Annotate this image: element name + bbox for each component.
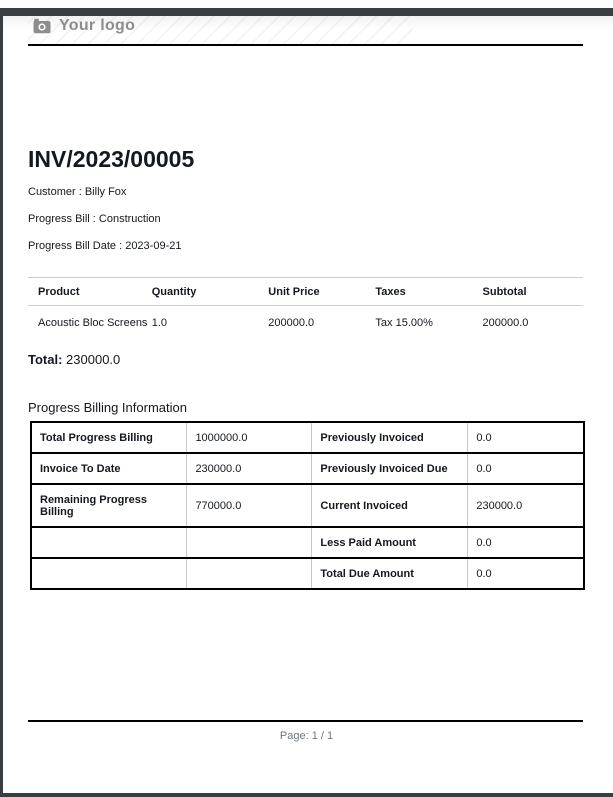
pb-label-cell: Previously Invoiced Due <box>312 453 468 484</box>
pb-empty-cell <box>31 527 187 558</box>
pb-value-cell: 0.0 <box>468 453 584 484</box>
pb-label-cell: Total Due Amount <box>312 558 468 589</box>
progress-bill-date-line: Progress Bill Date : 2023-09-21 <box>28 240 182 252</box>
pb-label-cell: Less Paid Amount <box>312 527 468 558</box>
pb-value-cell: 0.0 <box>468 558 584 589</box>
pb-value-cell: 230000.0 <box>468 484 584 527</box>
table-row <box>28 306 583 339</box>
col-header-taxes: Taxes <box>375 286 406 298</box>
pb-label-cell: Current Invoiced <box>312 484 468 527</box>
cell-subtotal: 200000.0 <box>482 317 529 329</box>
progress-billing-section-title: Progress Billing Information <box>28 400 187 415</box>
pb-value-cell: 1000000.0 <box>187 422 312 453</box>
table-row <box>31 453 584 484</box>
footer-divider <box>28 720 583 722</box>
window-edge-top <box>0 8 613 16</box>
pb-value-cell: 230000.0 <box>187 453 312 484</box>
header-divider <box>28 44 583 46</box>
table-row <box>31 484 584 527</box>
pb-label-cell: Invoice To Date <box>40 463 121 475</box>
page-number: Page: 1 / 1 <box>279 730 334 742</box>
pb-empty-cell <box>187 558 312 589</box>
total-line <box>28 352 583 367</box>
cell-quantity: 1.0 <box>151 317 168 329</box>
camera-icon <box>33 18 51 34</box>
pb-empty-cell <box>187 527 312 558</box>
window-edge-bottom <box>0 793 613 797</box>
logo-label: Your logo <box>59 17 136 34</box>
total-value: 230000.0 <box>66 352 121 367</box>
pb-label-cell: Total Progress Billing <box>40 432 153 444</box>
col-header-subtotal: Subtotal <box>482 286 527 298</box>
progress-billing-table <box>30 421 585 590</box>
lines-header-row <box>28 278 583 306</box>
cell-taxes: Tax 15.00% <box>375 317 433 329</box>
table-row <box>31 558 584 589</box>
customer-line: Customer : Billy Fox <box>28 186 127 198</box>
cell-product: Acoustic Bloc Screens <box>38 317 148 329</box>
invoice-number-title: INV/2023/00005 <box>28 146 195 172</box>
table-row <box>31 527 584 558</box>
pb-label-cell: Previously Invoiced <box>312 422 468 453</box>
col-header-unit-price: Unit Price <box>268 286 320 298</box>
pb-value-cell: 770000.0 <box>187 484 312 527</box>
invoice-lines-table <box>28 277 583 338</box>
window-edge-left <box>0 8 3 797</box>
pb-empty-cell <box>31 558 187 589</box>
pb-label-cell: Remaining Progress Billing <box>40 494 147 518</box>
pb-value-cell: 0.0 <box>468 422 584 453</box>
pb-value-cell: 0.0 <box>468 527 584 558</box>
col-header-quantity: Quantity <box>151 286 197 298</box>
total-label: Total: <box>28 352 63 367</box>
cell-unit-price: 200000.0 <box>268 317 315 329</box>
col-header-product: Product <box>38 286 80 298</box>
progress-bill-line: Progress Bill : Construction <box>28 213 161 225</box>
invoice-report-page <box>0 8 613 797</box>
table-row <box>31 422 584 453</box>
